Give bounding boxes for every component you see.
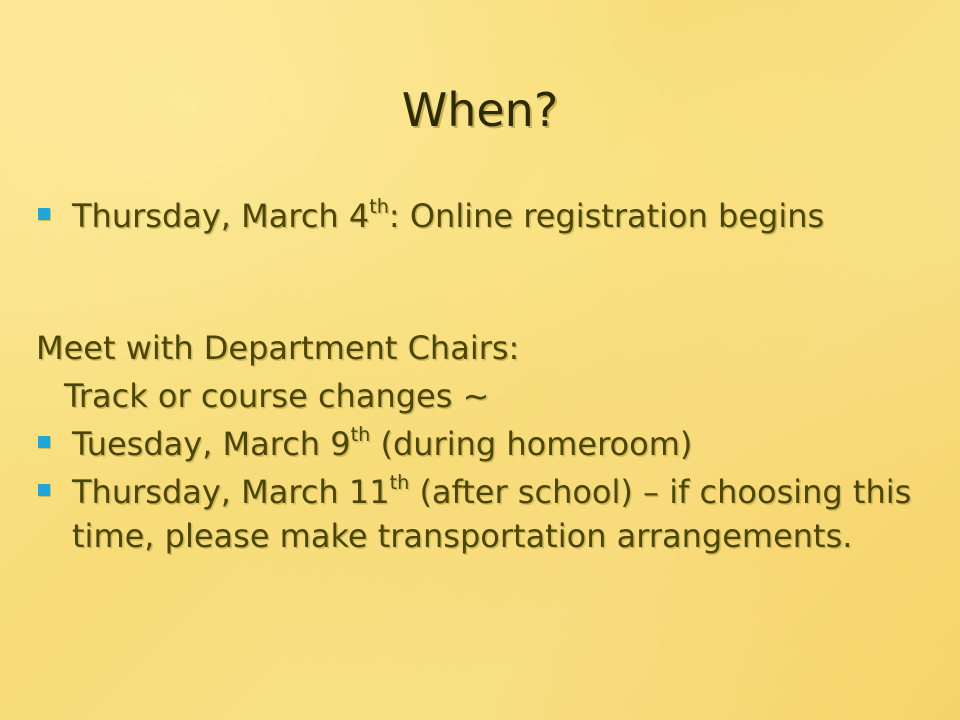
square-bullet-icon (38, 436, 50, 448)
list-item-thursday (36, 470, 926, 558)
slide-content (36, 194, 926, 558)
ordinal-suffix: th (389, 471, 410, 495)
ordinal-suffix: th (369, 195, 389, 219)
item-text: (after school) – if choosing this time, please make transportation arrangements. (72, 473, 912, 555)
slide-title: When? (401, 83, 559, 137)
item-text: : Online registration begins (388, 197, 825, 235)
square-bullet-icon (38, 208, 50, 220)
list-item-tuesday (36, 422, 926, 466)
meet-heading: Meet with Department Chairs: (36, 329, 520, 367)
ordinal-suffix: th (350, 423, 371, 447)
spacer (36, 238, 926, 326)
square-bullet-icon (38, 484, 50, 496)
item-text: (during homeroom) (370, 425, 693, 463)
item-text: Thursday, March 11 (72, 473, 390, 511)
item-text: Tuesday, March 9 (72, 425, 351, 463)
list-item-online-registration (36, 194, 926, 238)
track-subheading: Track or course changes ~ (64, 377, 490, 415)
item-text: Thursday, March 4 (72, 197, 370, 235)
